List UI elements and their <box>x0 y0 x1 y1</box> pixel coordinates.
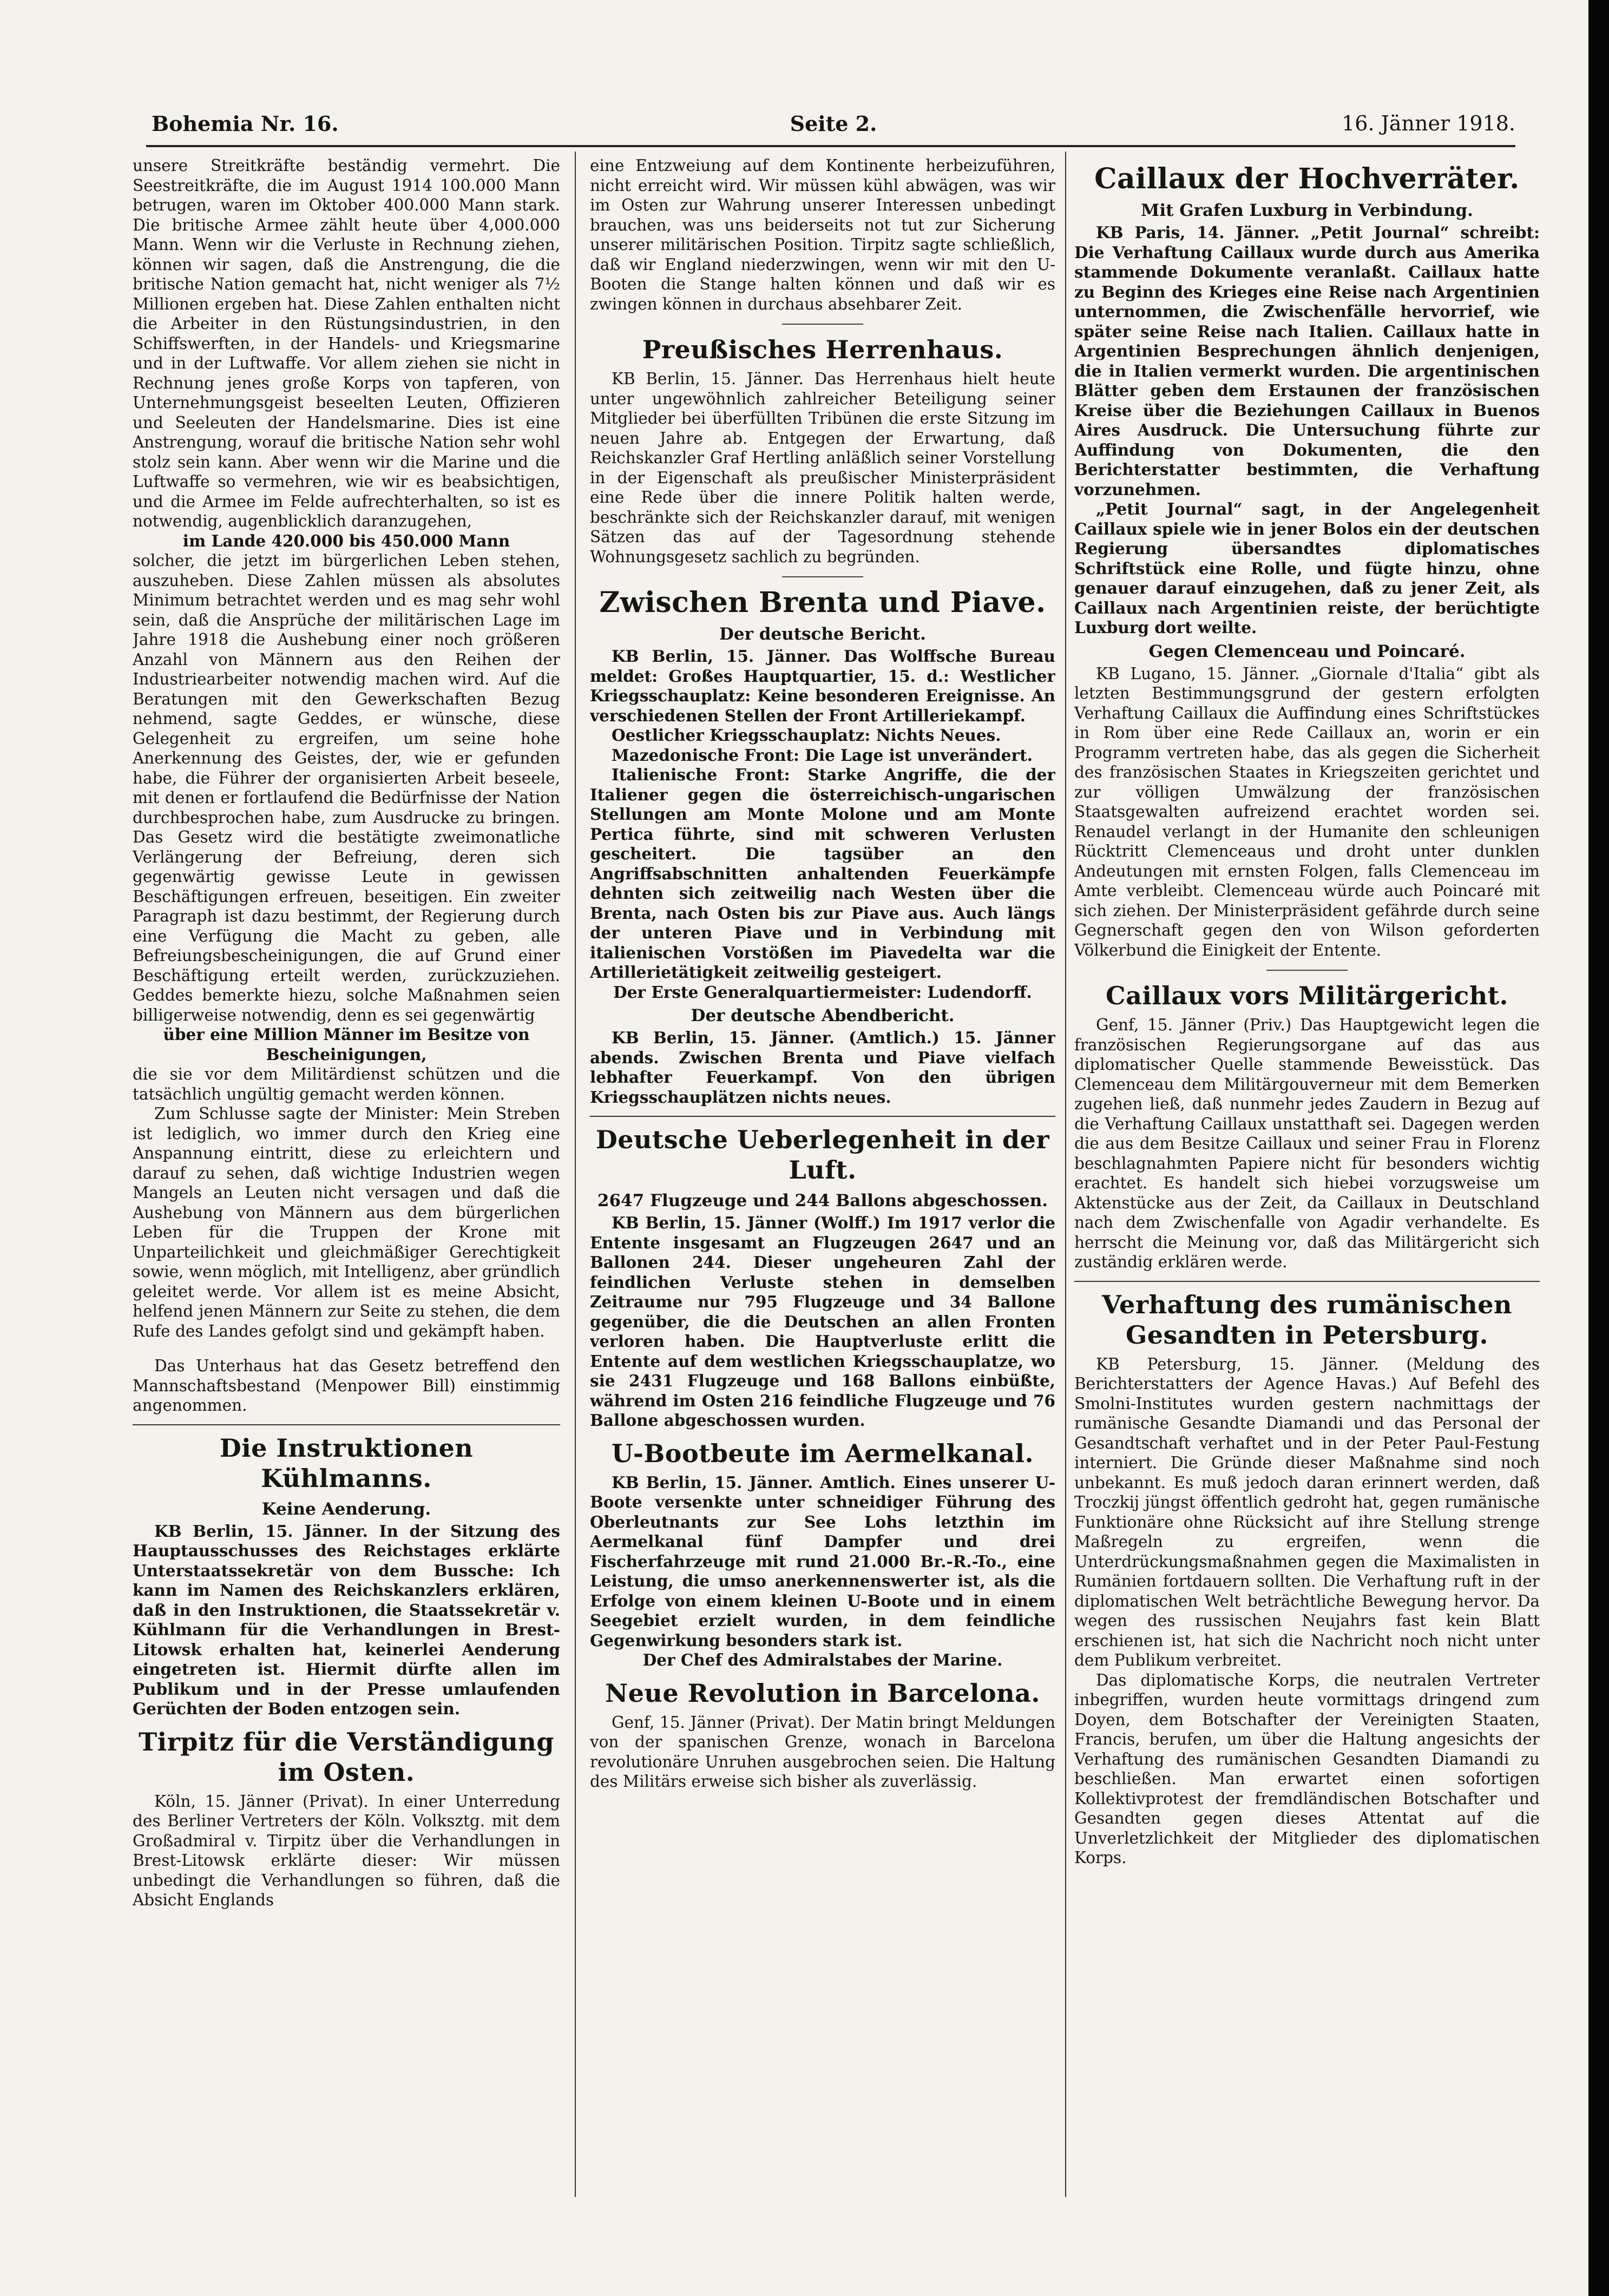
subheadline: Mit Grafen Luxburg in Verbindung. <box>1141 201 1473 220</box>
column-1 <box>133 156 560 2212</box>
article-paragraph: KB Berlin, 15. Jänner. Amtlich. Eines unserer U-Boote versenkte unter schneidiger Führung des Oberleutnants zur See Lohs letzthin im Aermelkanal fünf Dampfer und drei Fischerfahrzeuge mit rund 21.000 Br.-R.-To., eine Leistung, die umso anerkennenswerter ist, als die Erfolge von einem kleinen U-Boote und in einem Seegebiet erzielt wurden, in dem feindliche Gegenwirkung besonders stark ist. <box>590 1472 1055 1650</box>
column-divider <box>1065 152 1066 2197</box>
article-paragraph: Mazedonische Front: Die Lage ist unverändert. <box>612 745 1033 765</box>
article-paragraph: Italienische Front: Starke Angriffe, die der Italiener gegen die österreichisch-ungarischen Stellungen am Monte Molone und am Monte Pertica führte, sind mit schweren Verlusten gescheitert. Die tagsüber an den Angriffsabschnitten anhaltenden Feuerkämpfe dehnten sich zeitweilig nach Westen über die Brenta, nach Osten bis zur Piave aus. Auch längs der unteren Piave und in Verbindung mit italienischen Vorstößen im Piavedelta war die Artillerietätigkeit zeitweilig gesteigert. <box>590 765 1055 982</box>
column-3 <box>1074 156 1540 2212</box>
subheadline: 2647 Flugzeuge und 244 Ballons abgeschossen. <box>597 1191 1048 1211</box>
headline-militaergericht: Caillaux vors Militärgericht. <box>1105 981 1509 1010</box>
headline-uboot: U-Bootbeute im Aermelkanal. <box>612 1438 1034 1468</box>
scan-edge-bar <box>1588 0 1609 2296</box>
separator <box>782 324 863 325</box>
section-rule <box>1074 1281 1540 1282</box>
article-paragraph: Oestlicher Kriegsschauplatz: Nichts Neues. <box>612 726 1001 745</box>
article-paragraph: KB Berlin, 15. Jänner. (Amtlich.) 15. Jänner abends. Zwischen Brenta und Piave vielfach lebhafter Feuerkampf. Von den übrigen Kriegsschauplätzen nichts neues. <box>590 1028 1055 1107</box>
article-paragraph: Zum Schlusse sagte der Minister: Mein Streben ist lediglich, wo immer durch den Krieg eine Anspannung eintritt, diese zu erleichtern und darauf zu sehen, daß wichtige Industrien wegen Mangels an Leuten nicht versagen und daß die Aushebung von Männern aus dem bürgerlichen Leben für die Truppen der Krone mit Unparteilichkeit und gleichmäßiger Gerechtigkeit sowie, wenn möglich, mit Intelligenz, aber gründlich geleitet werde. Vor allem ist es meine Absicht, helfend jenen Männern zur Seite zu stehen, die dem Rufe des Landes gefolgt sind und gekämpft haben. <box>133 1104 560 1340</box>
headline-barcelona: Neue Revolution in Barcelona. <box>605 1678 1040 1708</box>
subheadline: Gegen Clemenceau und Poincaré. <box>1148 641 1466 661</box>
section-rule <box>133 1424 560 1425</box>
section-rule <box>590 1116 1055 1117</box>
headline-gesandten: Verhaftung des rumänischen Gesandten in Petersburg. <box>1102 1290 1512 1350</box>
separator <box>1266 970 1348 971</box>
spacer <box>133 1341 560 1356</box>
headline-caillaux: Caillaux der Hochverräter. <box>1094 162 1520 195</box>
signature-line: Der Chef des Admiralstabes der Marine. <box>642 1650 1003 1669</box>
separator <box>782 576 863 577</box>
header-rule <box>146 145 1515 147</box>
headline-herrenhaus: Preußisches Herrenhaus. <box>642 335 1003 364</box>
emphasis-line: im Lande 420.000 bis 450.000 Mann <box>182 531 510 550</box>
headline-luft: Deutsche Ueberlegenheit in der Luft. <box>595 1125 1050 1185</box>
issue-date: 16. Jänner 1918. <box>1342 111 1515 135</box>
page-number: Seite 2. <box>790 111 877 136</box>
headline-kuehlmann: Die Instruktionen Kühlmanns. <box>219 1433 474 1493</box>
article-paragraph: KB Berlin, 15. Jänner. Das Herrenhaus hielt heute unter ungewöhnlich zahlreicher Beteiligung seiner Mitglieder bei überfüllten Tribünen die erste Sitzung im neuen Jahre ab. Entgegen der Erwartung, daß Reichskanzler Graf Hertling anläßlich seiner Vorstellung in der Eigenschaft als preußischer Ministerpräsident eine Rede über die innere Politik halten werde, beschränkte sich der Reichskanzler darauf, mit wenigen Sätzen das auf der Tagesordnung stehende Wohnungsgesetz sachlich zu begründen. <box>590 370 1055 566</box>
subheadline: Der deutsche Bericht. <box>719 624 926 644</box>
article-paragraph: unsere Streitkräfte beständig vermehrt. Die Seestreitkräfte, die im August 1914 100.000 Mann betrugen, waren im Oktober 400.000 Mann stark. Die britische Armee zählt heute über 4,000.000 Mann. Wenn wir die Verluste in Rechnung ziehen, können wir sagen, daß die Anstrengung, die die britische Nation gemacht hat, nicht weniger als 7½ Millionen ergeben hat. Diese Zahlen enthalten nicht die Arbeiter in den Rüstungsindustrien, in den Schiffswerften, in der Handels- und Kriegsmarine und in der Luftwaffe. Vor allem ziehen sie nicht in Rechnung jenes große Korps von tapferen, von Unternehmungsgeist beseelten Leuten, Offizieren und Seeleuten der Handelsmarine. Dies ist eine Anstrengung, worauf die britische Nation sehr wohl stolz sein kann. Aber wenn wir die Marine und die Luftwaffe so vermehren, wie wir es beabsichtigen, und die Armee im Felde aufrechterhalten, so ist es notwendig, augenblicklich daranzugehen, <box>133 156 560 530</box>
newspaper-issue: Bohemia Nr. 16. <box>152 111 339 136</box>
article-paragraph: KB Berlin, 15. Jänner. Das Wolffsche Bureau meldet: Großes Hauptquartier, 15. d.: Westlicher Kriegsschauplatz: Keine besonderen Ereignisse. An verschiedenen Stellen der Front Artilleriekampf. <box>590 647 1055 725</box>
article-paragraph: die sie vor dem Militärdienst schützen und die tatsächlich ungültig gemacht werden können. <box>133 1065 560 1103</box>
headline-tirpitz: Tirpitz für die Verständigung im Osten. <box>138 1727 555 1787</box>
subheadline: Der deutsche Abendbericht. <box>691 1006 955 1025</box>
subheadline: Keine Aenderung. <box>261 1499 431 1519</box>
article-paragraph: Köln, 15. Jänner (Privat). In einer Unterredung des Berliner Vertreters der Köln. Volksztg. mit dem Großadmiral v. Tirpitz über die Verhandlungen in Brest-Litowsk erklärte dieser: Wir müssen unbedingt die Verhandlungen so führen, daß die Absicht Englands <box>133 1792 560 1909</box>
column-divider <box>575 152 576 2197</box>
signature-line: Der Erste Generalquartiermeister: Ludendorff. <box>613 982 1032 1002</box>
article-paragraph: „Petit Journal“ sagt, in der Angelegenheit Caillaux spiele wie in jener Bolos ein der deutschen Regierung übersandtes diplomatisches Schriftstück eine Rolle, und fügte hinzu, ohne genauer darauf einzugehen, daß zu jener Zeit, als Caillaux nach Argentinien reiste, der berüchtigte Luxburg dort weilte. <box>1074 499 1540 637</box>
article-paragraph: Genf, 15. Jänner (Priv.) Das Hauptgewicht legen die französischen Regierungsorgane auf das aus diplomatischer Quelle stammende Beweisstück. Das Clemenceau dem Militärgouverneur mit dem Bemerken zugehen ließ, daß nunmehr jedes Zaudern in Bezug auf die Verhaftung Caillaux unstatthaft sei. Dagegen werden die aus dem Besitze Caillaux und seiner Frau in Florenz beschlagnahmten Papiere nicht für besonders wichtig erachtet. Es handelt sich hiebei vorzugsweise um Aktenstücke aus der Zeit, da Caillaux in Deutschland nach dem Zwischenfalle von Agadir verhandelte. Es herrscht die Meinung vor, daß das Militärgericht sich zuständig erklären werde. <box>1074 1016 1540 1271</box>
article-paragraph: Genf, 15. Jänner (Privat). Der Matin bringt Meldungen von der spanischen Grenze, wonach in Barcelona revolutionäre Unruhen ausgebrochen seien. Die Haltung des Militärs erweise sich bisher als zuverlässig. <box>590 1713 1055 1791</box>
article-paragraph: KB Berlin, 15. Jänner (Wolff.) Im 1917 verlor die Entente insgesamt an Flugzeugen 2647 und an Ballonen 244. Dieser ungeheuren Zahl der feindlichen Verluste stehen in demselben Zeitraume nur 795 Flugzeuge und 34 Ballone gegenüber, die die Deutschen an allen Fronten verloren haben. Die Hauptverluste erlitt die Entente auf dem westlichen Kriegsschauplatze, wo sie 2431 Flugzeuge und 168 Ballons einbüßte, während im Osten 216 feindliche Flugzeuge und 76 Ballone abgeschossen wurden. <box>590 1213 1055 1430</box>
article-paragraph: KB Berlin, 15. Jänner. In der Sitzung des Hauptausschusses des Reichstages erklärte Unterstaatssekretär von dem Bussche: Ich kann im Namen des Reichskanzlers erklären, daß in den Instruktionen, die Staatssekretär v. Kühlmann für die Verhandlungen in Brest-Litowsk erhalten hat, keinerlei Aenderung eingetreten ist. Hiermit dürfte allen im Publikum und in der Presse umlaufenden Gerüchten der Boden entzogen sein. <box>133 1521 560 1718</box>
article-paragraph: eine Entzweiung auf dem Kontinente herbeizuführen, nicht erreicht wird. Wir müssen kühl abwägen, was wir im Osten zur Wahrung unserer Interessen unbedingt brauchen, was uns beiderseits not tut zur Sicherung unserer militärischen Position. Tirpitz sagte schließlich, daß wir England niederzwingen, wenn wir mit den U-Booten die Stange halten können und daß wir es zwingen können in durchaus absehbarer Zeit. <box>590 156 1055 313</box>
emphasis-line: über eine Million Männer im Besitze von Bescheinigungen, <box>163 1025 530 1064</box>
article-paragraph: KB Lugano, 15. Jänner. „Giornale d'Italia“ gibt als letzten Bestimmungsgrund der gestern erfolgten Verhaftung Caillaux die Auffindung eines Schriftstückes in Rom über eine Rede Caillaux an, worin er ein Programm vertreten habe, das als gegen die Sicherheit des französischen Staates in Kriegszeiten gerichtet und zur völligen Umwälzung der französischen Staatsgewalten aufreizend erachtet worden sei. Renaudel verlangt in der Humanite den schleunigen Rücktritt Clemenceaus und droht unter dunklen Andeutungen mit ernsten Folgen, falls Clemenceau im Amte verbleibt. Clemenceau würde auch Poincaré mit sich ziehen. Der Ministerpräsident gefährde durch seine Gegnerschaft gegen den von Wilson geforderten Völkerbund die Einigkeit der Entente. <box>1074 664 1540 959</box>
article-paragraph: Das diplomatische Korps, die neutralen Vertreter inbegriffen, wurden heute vormittags dringend zum Doyen, dem Botschafter der Vereinigten Staaten, Francis, berufen, um über die Haltung angesichts der Verhaftung des rumänischen Gesandten Diamandi zu beschließen. Man erwartet einen sofortigen Kollektivprotest der fremdländischen Botschafter und Gesandten gegen dieses Attentat auf die Unverletzlichkeit der Mitglieder des diplomatischen Korps. <box>1074 1670 1540 1867</box>
page-header <box>152 108 1515 141</box>
article-paragraph: KB Petersburg, 15. Jänner. (Meldung des Berichterstatters der Agence Havas.) Auf Befehl des Smolni-Institutes wurden gestern nachmittags der rumänische Gesandte Diamandi und das Personal der Gesandtschaft verhaftet und in der Peter Paul-Festung interniert. Die Gründe dieser Maßnahme sind noch unbekannt. Es muß jedoch daran erinnert werden, daß Troczkij jüngst öffentlich gedroht hat, gegen rumänische Funktionäre ohne Rücksicht auf ihre Stellung strenge Maßregeln zu ergreifen, wenn die Unterdrückungsmaßnahmen gegen die Maximalisten in Rumänien fortdauern sollten. Die Verhaftung ruft in der diplomatischen Welt beträchtliche Bewegung hervor. Da wegen des russischen Neujahrs fast kein Blatt erschienen ist, hat sich die Nachricht noch nicht unter dem Publikum verbreitet. <box>1074 1354 1540 1669</box>
article-paragraph: solcher, die jetzt im bürgerlichen Leben stehen, auszuheben. Diese Zahlen müssen als absolutes Minimum betrachtet werden und es mag sehr wohl sein, daß die Ansprüche der militärischen Lage im Jahre 1918 die Aushebung einer noch größeren Anzahl von Männern aus den Reihen der Industriearbeiter notwendig machen wird. Auf die Beratungen mit den Gewerkschaften Bezug nehmend, sagte Geddes, er wünsche, diese Gelegenheit zu ergreifen, um seine hohe Anerkennung des Geistes, der, wie er gefunden habe, die Führer der organisierten Arbeit beseele, mit denen er fortlaufend die Bedürfnisse der Nation durchbesprochen habe, zum Ausdrucke zu bringen. Das Gesetz wird die bestätigte zweimonatliche Verlängerung der Befreiung, deren sich gegenwärtig gewisse Leute in gewissen Beschäftigungen erfreuen, beseitigen. Ein zweiter Paragraph ist dazu bestimmt, der Regierung durch eine Verfügung die Macht zu geben, alle Befreiungsbescheinigungen, die auf Grund einer Beschäftigung erteilt werden, zurückzuziehen. Geddes bemerkte hiezu, solche Maßnahmen seien billigerweise notwendig, denn es sei gegenwärtig <box>133 551 560 1024</box>
headline-brenta-piave: Zwischen Brenta und Piave. <box>599 586 1046 619</box>
article-paragraph: KB Paris, 14. Jänner. „Petit Journal“ schreibt: Die Verhaftung Caillaux wurde durch aus Amerika stammende Dokumente veranlaßt. Caillaux hatte zu Beginn des Krieges eine Reise nach Argentinien unternommen, die Zwischenfälle hervorrief, wie später seine Reise nach Italien. Caillaux hatte in Argentinien Besprechungen ähnlich denjenigen, die in Italien vermerkt wurden. Die argentinischen Blätter geben dem Erstaunen der französischen Kreise über die Beziehungen Caillaux in Buenos Aires Ausdruck. Die Untersuchung führte zur Auffindung von Dokumenten, die den Berichterstatter bestimmten, die Verhaftung vorzunehmen. <box>1074 223 1540 499</box>
column-2 <box>590 156 1055 2212</box>
article-paragraph: Das Unterhaus hat das Gesetz betreffend den Mannschaftsbestand (Menpower Bill) einstimmig angenommen. <box>133 1357 560 1415</box>
